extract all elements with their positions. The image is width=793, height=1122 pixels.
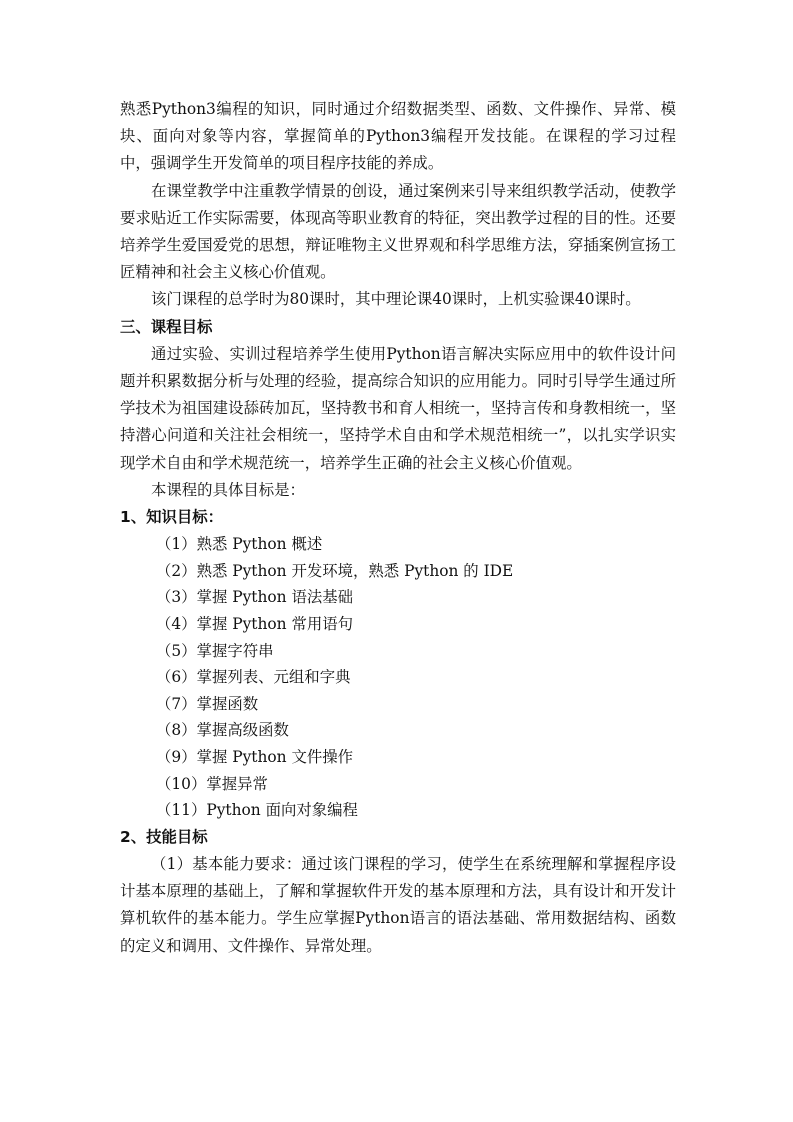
- list-item: （3）掌握 Python 语法基础: [156, 588, 354, 607]
- goals-paragraph: 通过实验、实训过程培养学生使用Python语言解决实际应用中的软件设计问题并积累数据分析与处理的经验，提高综合知识的应用能力。同时引导学生通过所学技术为祖国建设舔砖加瓦，坚持教书和育人相统一，坚持言传和身教相统一，坚持潜心问道和关注社会相统一，坚持学术自由和学术规范相统一”，以扎实学识实现学术自由和学术规范统一，培养学生正确的社会主义核心价值观。: [120, 344, 676, 472]
- list-item: （2）熟悉 Python 开发环境，熟悉 Python 的 IDE: [156, 561, 514, 580]
- list-item: （1）熟悉 Python 概述: [156, 535, 323, 554]
- section-heading-course-goals: 三、课程目标: [120, 317, 213, 336]
- list-item: （11）Python 面向对象编程: [156, 801, 358, 820]
- list-item: （10）掌握异常: [156, 774, 268, 793]
- list-item: （5）掌握字符串: [156, 641, 274, 660]
- hours-paragraph: 该门课程的总学时为80课时，其中理论课40课时，上机实验课40课时。: [151, 290, 641, 309]
- document-page: [120, 96, 676, 960]
- knowledge-goals-list: [120, 531, 676, 824]
- teaching-paragraph: 在课堂教学中注重教学情景的创设，通过案例来引导来组织教学活动，使教学要求贴近工作实际需要，体现高等职业教育的特征，突出教学过程的目的性。还要培养学生爱国爱党的思想，辩证唯物主义世界观和科学思维方法，穿插案例宣扬工匠精神和社会主义核心价值观。: [120, 181, 676, 282]
- knowledge-goals-heading: 1、知识目标：: [120, 508, 224, 527]
- list-item: （6）掌握列表、元组和字典: [156, 668, 351, 687]
- specific-goals-intro: 本课程的具体目标是：: [151, 480, 305, 499]
- list-item: （7）掌握函数: [156, 694, 259, 713]
- list-item: （4）掌握 Python 常用语句: [156, 615, 354, 634]
- list-item: （9）掌握 Python 文件操作: [156, 748, 354, 766]
- intro-paragraph: 熟悉Python3编程的知识，同时通过介绍数据类型、函数、文件操作、异常、模块、面向对象等内容，掌握简单的Python3编程开发技能。在课程的学习过程中，强调学生开发简单的项目程序技能的养成。: [120, 100, 676, 173]
- skill-goals-heading: 2、技能目标: [120, 827, 208, 846]
- skill-goals-paragraph: （1）基本能力要求：通过该门课程的学习，使学生在系统理解和掌握程序设计基本原理的基础上，了解和掌握软件开发的基本原理和方法，具有设计和开发计算机软件的基本能力。学生应掌握Python语言的语法基础、常用数据结构、函数的定义和调用、文件操作、异常处理。: [120, 854, 676, 955]
- list-item: （8）掌握高级函数: [156, 721, 289, 740]
